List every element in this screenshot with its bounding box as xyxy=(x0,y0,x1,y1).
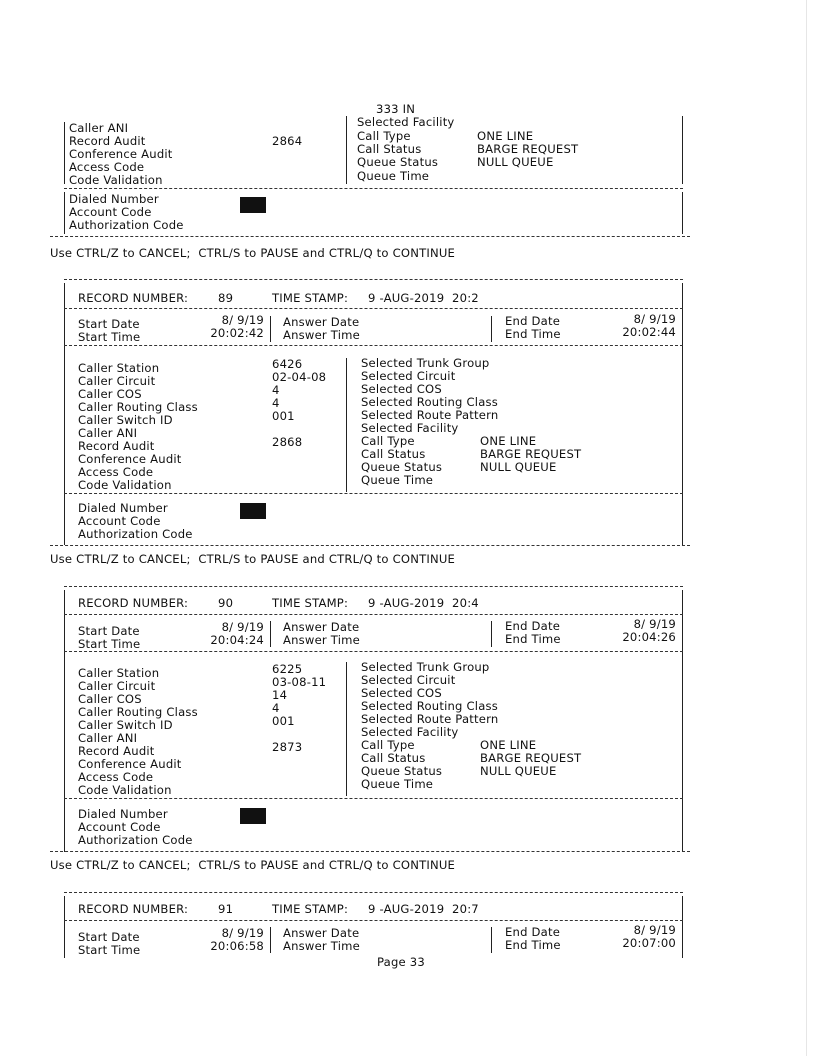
field-label: Queue Status xyxy=(361,460,443,474)
authorization-code-label: Authorization Code xyxy=(78,833,193,847)
account-code-label: Account Code xyxy=(78,820,161,834)
answer-date-label: Answer Date xyxy=(283,315,360,329)
start-time: 20:04:24 xyxy=(210,633,264,647)
column-divider xyxy=(270,621,271,647)
divider xyxy=(50,236,690,237)
record-number: 90 xyxy=(218,596,234,610)
field-value: 6225 xyxy=(272,662,303,676)
field-label: Selected Routing Class xyxy=(361,395,498,409)
time-stamp: 9 -AUG-2019 20:7 xyxy=(368,902,479,916)
time-stamp: 9 -AUG-2019 20:4 xyxy=(368,596,479,610)
start-date-label: Start Date xyxy=(78,317,140,331)
field-label: Caller Switch ID xyxy=(78,413,173,427)
answer-time-label: Answer Time xyxy=(283,633,360,647)
end-time-label: End Time xyxy=(505,327,561,341)
field-label: Queue Time xyxy=(361,777,434,791)
field-label: Caller Station xyxy=(78,666,160,680)
divider xyxy=(64,345,683,346)
answer-time-label: Answer Time xyxy=(283,328,360,342)
field-value: 14 xyxy=(272,688,288,702)
field-label: Code Validation xyxy=(78,478,172,492)
record-number-label: RECORD NUMBER: xyxy=(78,291,189,305)
prompt-text: Use CTRL/Z to CANCEL; CTRL/S to PAUSE and CTRL/Q to CONTINUE xyxy=(50,552,456,566)
field-label: Caller ANI xyxy=(69,121,129,135)
answer-time-label: Answer Time xyxy=(283,939,360,953)
field-label: Call Type xyxy=(361,738,415,752)
field-label: Record Audit xyxy=(78,439,155,453)
time-stamp-label: TIME STAMP: xyxy=(272,596,349,610)
authorization-code-label: Authorization Code xyxy=(78,527,193,541)
field-label: Caller Circuit xyxy=(78,374,156,388)
divider xyxy=(64,651,683,652)
field-label: Selected COS xyxy=(361,686,442,700)
start-date: 8/ 9/19 xyxy=(221,926,264,940)
field-label: Selected COS xyxy=(361,382,442,396)
border-left xyxy=(64,192,65,234)
column-divider xyxy=(270,927,271,953)
border-right xyxy=(682,283,683,545)
field-value: 6426 xyxy=(272,357,303,371)
divider xyxy=(64,614,683,615)
field-label: Queue Time xyxy=(361,473,434,487)
column-divider xyxy=(491,621,492,647)
field-value: NULL QUEUE xyxy=(480,460,557,474)
border-left xyxy=(64,896,65,958)
authorization-code-label: Authorization Code xyxy=(69,218,184,232)
answer-date-label: Answer Date xyxy=(283,926,360,940)
field-label: Caller Switch ID xyxy=(78,718,173,732)
time-stamp: 9 -AUG-2019 20:2 xyxy=(368,291,479,305)
divider xyxy=(64,798,683,799)
field-label: Selected Facility xyxy=(361,421,459,435)
field-label: Call Status xyxy=(357,142,422,156)
redaction-box xyxy=(240,503,266,519)
start-time-label: Start Time xyxy=(78,330,141,344)
field-label: Selected Facility xyxy=(357,115,455,129)
start-date-label: Start Date xyxy=(78,930,140,944)
field-label: Code Validation xyxy=(78,783,172,797)
divider xyxy=(50,851,690,852)
field-label: Selected Route Pattern xyxy=(361,712,499,726)
field-value: BARGE REQUEST xyxy=(480,447,582,461)
field-label: Call Status xyxy=(361,751,426,765)
column-divider xyxy=(346,662,347,796)
start-time-label: Start Time xyxy=(78,637,141,651)
field-value: 4 xyxy=(272,396,280,410)
record-number: 91 xyxy=(218,902,234,916)
border-right xyxy=(682,192,683,234)
page-edge xyxy=(806,0,807,1056)
account-code-label: Account Code xyxy=(69,205,152,219)
field-value: ONE LINE xyxy=(477,129,534,143)
start-date-label: Start Date xyxy=(78,624,140,638)
field-label: Selected Routing Class xyxy=(361,699,498,713)
end-date: 8/ 9/19 xyxy=(633,923,676,937)
column-divider xyxy=(346,116,347,184)
redaction-box xyxy=(240,808,266,824)
field-value: ONE LINE xyxy=(480,738,537,752)
prompt-text: Use CTRL/Z to CANCEL; CTRL/S to PAUSE and CTRL/Q to CONTINUE xyxy=(50,858,456,872)
field-label: Caller Circuit xyxy=(78,679,156,693)
start-date: 8/ 9/19 xyxy=(221,313,264,327)
field-label: Selected Circuit xyxy=(361,369,456,383)
field-label: Queue Time xyxy=(357,169,430,183)
field-value: 4 xyxy=(272,701,280,715)
dialed-number-label: Dialed Number xyxy=(78,807,168,821)
field-label: Selected Trunk Group xyxy=(361,356,490,370)
field-label: Caller COS xyxy=(78,387,142,401)
border-left xyxy=(64,122,65,184)
end-time: 20:02:44 xyxy=(622,325,676,339)
end-time-label: End Time xyxy=(505,632,561,646)
facility-prefix: 333 IN xyxy=(376,102,416,116)
field-value: NULL QUEUE xyxy=(477,155,554,169)
answer-date-label: Answer Date xyxy=(283,620,360,634)
field-value: BARGE REQUEST xyxy=(480,751,582,765)
field-value: 001 xyxy=(272,714,295,728)
prompt-text: Use CTRL/Z to CANCEL; CTRL/S to PAUSE and CTRL/Q to CONTINUE xyxy=(50,246,456,260)
dialed-number-label: Dialed Number xyxy=(78,501,168,515)
end-date: 8/ 9/19 xyxy=(633,312,676,326)
field-label: Caller ANI xyxy=(78,731,138,745)
border-right xyxy=(682,590,683,852)
field-label: Selected Trunk Group xyxy=(361,660,490,674)
page-number: Page 33 xyxy=(377,955,425,969)
field-label: Queue Status xyxy=(361,764,443,778)
start-time: 20:06:58 xyxy=(210,939,264,953)
end-date-label: End Date xyxy=(505,314,561,328)
divider xyxy=(64,188,683,189)
dialed-number-label: Dialed Number xyxy=(69,192,159,206)
end-time-label: End Time xyxy=(505,938,561,952)
end-time: 20:04:26 xyxy=(622,630,676,644)
column-divider xyxy=(491,316,492,342)
start-time: 20:02:42 xyxy=(210,326,264,340)
field-value: 2873 xyxy=(272,740,303,754)
field-label: Record Audit xyxy=(78,744,155,758)
divider xyxy=(64,493,683,494)
border-right xyxy=(682,116,683,184)
field-label: Conference Audit xyxy=(69,147,173,161)
field-label: Access Code xyxy=(78,770,154,784)
field-label: Caller Routing Class xyxy=(78,705,198,719)
time-stamp-label: TIME STAMP: xyxy=(272,902,349,916)
border-right xyxy=(682,896,683,958)
field-label: Caller ANI xyxy=(78,426,138,440)
column-divider xyxy=(270,316,271,342)
record-number: 89 xyxy=(218,291,234,305)
end-time: 20:07:00 xyxy=(622,936,676,950)
field-label: Call Type xyxy=(357,129,411,143)
field-label: Call Status xyxy=(361,447,426,461)
record-number-label: RECORD NUMBER: xyxy=(78,902,189,916)
field-value: 02-04-08 xyxy=(272,370,327,384)
field-label: Caller Station xyxy=(78,361,160,375)
divider xyxy=(64,279,683,280)
field-label: Call Type xyxy=(361,434,415,448)
field-value: 03-08-11 xyxy=(272,675,327,689)
divider xyxy=(64,920,683,921)
field-label: Conference Audit xyxy=(78,757,182,771)
divider xyxy=(64,586,683,587)
border-left xyxy=(64,283,65,545)
record-number-label: RECORD NUMBER: xyxy=(78,596,189,610)
field-label: Caller COS xyxy=(78,692,142,706)
end-date-label: End Date xyxy=(505,619,561,633)
field-label: Access Code xyxy=(78,465,154,479)
field-value: BARGE REQUEST xyxy=(477,142,579,156)
field-label: Selected Facility xyxy=(361,725,459,739)
end-date-label: End Date xyxy=(505,925,561,939)
account-code-label: Account Code xyxy=(78,514,161,528)
end-date: 8/ 9/19 xyxy=(633,617,676,631)
field-label: Queue Status xyxy=(357,155,439,169)
border-left xyxy=(64,590,65,852)
field-label: Conference Audit xyxy=(78,452,182,466)
field-label: Access Code xyxy=(69,160,145,174)
column-divider xyxy=(346,358,347,492)
field-label: Record Audit xyxy=(69,134,146,148)
field-value: 2864 xyxy=(272,134,303,148)
field-label: Selected Route Pattern xyxy=(361,408,499,422)
field-value: 2868 xyxy=(272,435,303,449)
field-value: ONE LINE xyxy=(480,434,537,448)
start-date: 8/ 9/19 xyxy=(221,620,264,634)
field-value: 4 xyxy=(272,383,280,397)
column-divider xyxy=(491,927,492,953)
divider xyxy=(50,545,690,546)
field-label: Code Validation xyxy=(69,173,163,187)
field-label: Caller Routing Class xyxy=(78,400,198,414)
divider xyxy=(64,308,683,309)
start-time-label: Start Time xyxy=(78,943,141,957)
field-value: NULL QUEUE xyxy=(480,764,557,778)
field-value: 001 xyxy=(272,409,295,423)
time-stamp-label: TIME STAMP: xyxy=(272,291,349,305)
redaction-box xyxy=(240,197,266,213)
divider xyxy=(64,892,683,893)
field-label: Selected Circuit xyxy=(361,673,456,687)
